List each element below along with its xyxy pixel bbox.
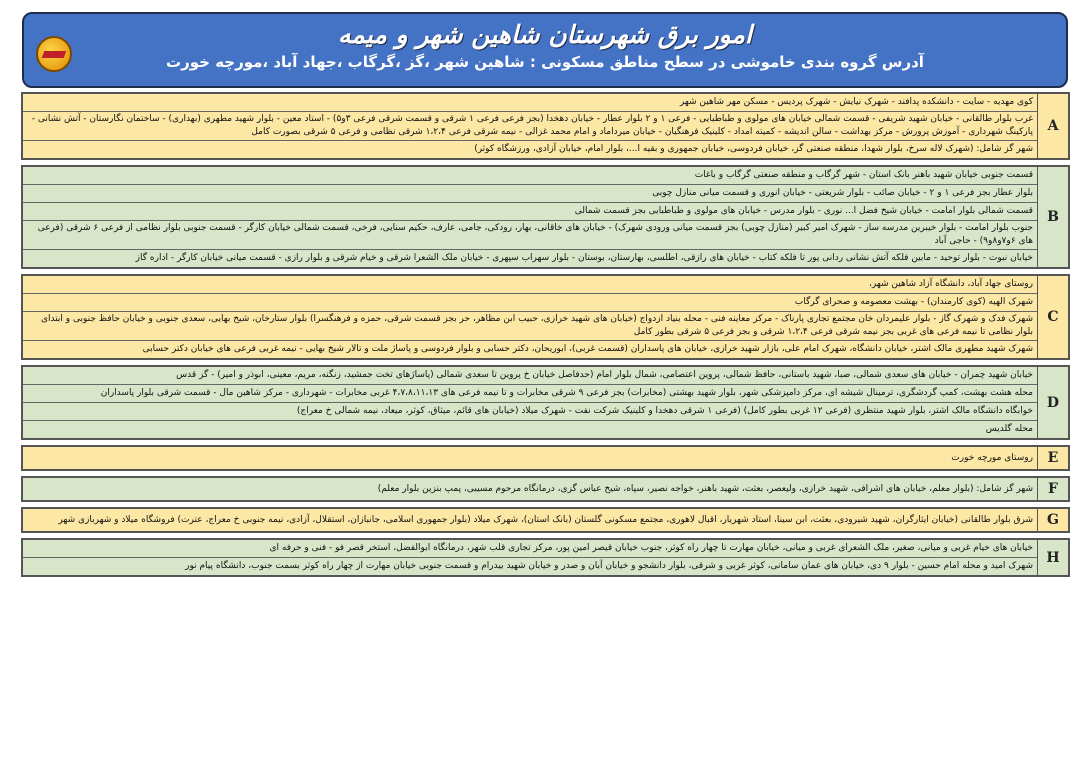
- group-letter: E: [1037, 447, 1068, 469]
- address-row: [23, 341, 1037, 358]
- address-text: شهر گز شامل: (بلوار معلم، خیابان های اشرافی، شهید خرازی، ولیعصر، بعثت، شهید باهنر، خواجه نصیر، سپاه، شیخ عباس گزی، درمانگاه مرحوم مسیبی، پمپ بنزین بلوار معلم): [377, 483, 1033, 494]
- address-text: محله هشت بهشت، کمپ گردشگری، ترمینال شیشه ای، مرکز دامپزشکی شهر، بلوار شهید بهشتی (مخابرات) بجز فرعی ۹ شرقی مخابرات و تا نیمه فرعی های ۴،۷،۸،۱۱،۱۳ غربی مخابرات - شهرداری - مرکز شاهین مال - قسمت شرقی بلوار پاسداران: [100, 388, 1033, 398]
- address-row: [23, 312, 1037, 341]
- address-row: [23, 478, 1037, 500]
- address-row: [23, 94, 1037, 112]
- group-letter: D: [1037, 367, 1068, 438]
- group-letter: F: [1037, 478, 1068, 500]
- address-text: قسمت جنوبی خیابان شهید باهنر بانک استان - شهر گرگاب و منطقه صنعتی گرگاب و باغات: [694, 170, 1033, 180]
- group-e: [21, 445, 1070, 471]
- address-row: [23, 540, 1037, 558]
- outage-groups-table: [21, 92, 1070, 582]
- address-row: [23, 367, 1037, 385]
- group-letter: H: [1037, 540, 1068, 575]
- address-text: شهرک الهیه (کوی کارمندان) - بهشت معصومه و صحرای گرگاب: [794, 297, 1033, 307]
- address-row: [23, 185, 1037, 203]
- page-header: [22, 12, 1068, 88]
- address-text: شهرک شهید مطهری مالک اشتر، خیابان دانشگاه، شهرک امام علی، بازار شهید خرازی، خیابان های پاسداران (قسمت غربی)، ابوریحان، دکتر حسابی و بلوار فردوسی و پاساژ ملت و تالار شیخ بهایی - نیمه غربی فرعی های خیابان دکتر حسابی: [142, 344, 1033, 354]
- electricity-company-logo-icon: [36, 36, 72, 72]
- address-row: [23, 141, 1037, 158]
- group-a: [21, 92, 1070, 160]
- address-row: [23, 112, 1037, 141]
- address-row: [23, 421, 1037, 438]
- group-f: [21, 476, 1070, 502]
- address-text: روستای مورچه خورت: [951, 452, 1033, 463]
- address-text: روستای جهاد آباد، دانشگاه آزاد شاهین شهر،: [868, 279, 1033, 289]
- address-text: بلوار عطار بجز فرعی ۱ و ۲ - خیابان صائب - بلوار شریعتی - خیابان انوری و قسمت میانی منازل چوبی: [652, 188, 1033, 198]
- address-row: [23, 509, 1037, 531]
- address-text: شهرک امید و محله امام حسین - بلوار ۹ دی، خیابان های عمان سامانی، کوثر غربی و شرقی، بلوار دانشجو و خیابان آبان و صدر و خیابان شهید بیدرام و قسمت جنوبی خیابان مهارت از چهار راه کوثر بسمت جنوب، دانشگاه پیام نور: [185, 561, 1033, 571]
- group-h: [21, 538, 1070, 577]
- address-row: [23, 276, 1037, 294]
- address-text: شرق بلوار طالقانی (خیابان ایثارگران، شهید شیرودی، بعثت، ابن سینا، استاد شهریار، اقبال لاهوری، مجتمع مسکونی گلستان (بانک استان)، شهرک میلاد (بلوار جمهوری اسلامی، جانبازان، استقلال، آزادی، نیمه جنوبی خ معراج، عترت) فروشگاه میلاد و شهربازی شهر: [58, 514, 1033, 525]
- address-text: قسمت شمالی بلوار امامت - خیابان شیخ فضل ا... نوری - بلوار مدرس - خیابان های مولوی و طباطبایی بجز قسمت شمالی: [574, 206, 1033, 216]
- address-text: جنوب بلوار امامت - بلوار خیبرین مدرسه ساز - شهرک امیر کبیر (منازل چوبی) بجز قسمت میانی ورودی شهرک) - خیابان های خاقانی، بهار، رودکی، جامی، عارف، حکیم سنایی، فرخی، قسمت شمالی خیابان کارگر - قسمت جنوبی بلوار نظامی از فرعی ۶ شرقی (فرعی های ۶و۷و۸و۹) - حاجی آباد: [37, 223, 1033, 246]
- address-row: [23, 250, 1037, 267]
- address-text: غرب بلوار طالقانی - خیابان شهید شریفی - قسمت شمالی خیابان های مولوی و طباطبایی - فرعی ۱ و ۲ بلوار عطار - خیابان دهخدا (بجز فرعی فرعی ۱ شرقی و قسمت شرقی فرعی ۳و۵) - استاد معین - بلوار شهید مطهری (بهداری) - ساختمان نگارستان - آتش نشانی - پارکینگ شهرداری - آموزش پرورش - مرکز بهداشت - سالن اندیشه - کمیته امداد - کلینیک فرهنگیان - خیابان میرداماد و امام محمد غزالی - نیمه شرقی فرعی ۱،۲،۴ شرقی نظامی و فرعی ۵ شرقی بصورت کامل: [31, 114, 1033, 137]
- address-text: خوابگاه دانشگاه مالک اشتر، بلوار شهید منتظری (فرعی ۱۲ غربی بطور کامل) (فرعی ۱ شرقی دهخدا و کلینیک شرکت نفت - شهرک میلاد (خیابان های قائم، میثاق، کوثر، میعاد، نیمه شمالی خ معراج): [296, 406, 1033, 416]
- address-row: [23, 167, 1037, 185]
- address-text: کوی مهدیه - سایت - دانشکده پدافند - شهرک نیایش - شهرک پردیس - مسکن مهر شاهین شهر: [679, 97, 1033, 107]
- address-row: [23, 294, 1037, 312]
- address-text: خیابان نبوت - بلوار توحید - مابین فلکه آتش نشانی ردانی پور تا فلکه کتاب - خیابان های رازقی، اطلسی، بهارستان، بوستان - بلوار سهراب سپهری - خیابان ملک الشعرا شرقی و خیام شرقی و بلوار رازی - قسمت میانی خیابان کارگر - اداره گاز: [135, 253, 1033, 263]
- address-text: شهر گز شامل: (شهرک لاله سرخ، بلوار شهدا، منطقه صنعتی گز، خیابان فردوسی، خیابان جمهوری و بقیه ا...، بلوار امام، خیابان آزادی، ورزشگاه کوثر): [474, 144, 1033, 154]
- address-text: خیابان شهید چمران - خیابان های سعدی شمالی، صبا، شهید باستانی، حافظ شمالی، پروین اعتصامی، شمال بلوار امام (حدفاصل خیابان خ پروین تا سعدی شمالی (پاساژهای تخت جمشید، زنگنه، مریم، معینی، ابوذر و امیر) - گز قدس: [176, 370, 1033, 380]
- address-row: [23, 203, 1037, 221]
- group-b: [21, 165, 1070, 269]
- address-text: خیابان های خیام غربی و میانی، صغیر، ملک الشعرای غربی و میانی، خیابان مهارت تا چهار راه کوثر، جنوب خیابان قیصر امین پور، مرکز تجاری قلب شهر، درمانگاه ابوالفضل، استخر قصر فو - فنی و حرفه ای: [269, 543, 1033, 553]
- group-letter: A: [1037, 94, 1068, 158]
- page-subtitle: آدرس گروه بندی خاموشی در سطح مناطق مسکونی : شاهین شهر ،گز ،گرگاب ،جهاد آباد ،مورچه خورت: [166, 53, 924, 71]
- group-c: [21, 274, 1070, 360]
- address-row: [23, 447, 1037, 469]
- group-g: [21, 507, 1070, 533]
- address-row: [23, 403, 1037, 421]
- address-row: [23, 385, 1037, 403]
- address-row: [23, 221, 1037, 250]
- group-d: [21, 365, 1070, 440]
- group-letter: G: [1037, 509, 1068, 531]
- group-letter: B: [1037, 167, 1068, 267]
- address-text: محله گلدیس: [985, 424, 1033, 434]
- group-letter: C: [1037, 276, 1068, 358]
- page-title: امور برق شهرستان شاهین شهر و میمه: [338, 20, 752, 49]
- address-row: [23, 558, 1037, 575]
- address-text: شهرک فدک و شهرک گاز - بلوار علیمردان خان مجتمع تجاری پارناک - مرکز معاینه فنی - محله بنیاد ازدواج (خیابان های شهید خرازی، حبیب ابن مظاهر، حر بجز قسمت شرقی، حمزه و فرهنگسرا) بلوار ستارخان، شیخ بهایی، سعدی جنوبی و خیابان حافظ جنوبی و ابتدای بلوار نظامی تا نیمه فرعی های غربی بجز نیمه شرقی فرعی ۱،۲،۴ شرقی و بجز فرعی ۵ شرقی بطور کامل: [40, 314, 1033, 337]
